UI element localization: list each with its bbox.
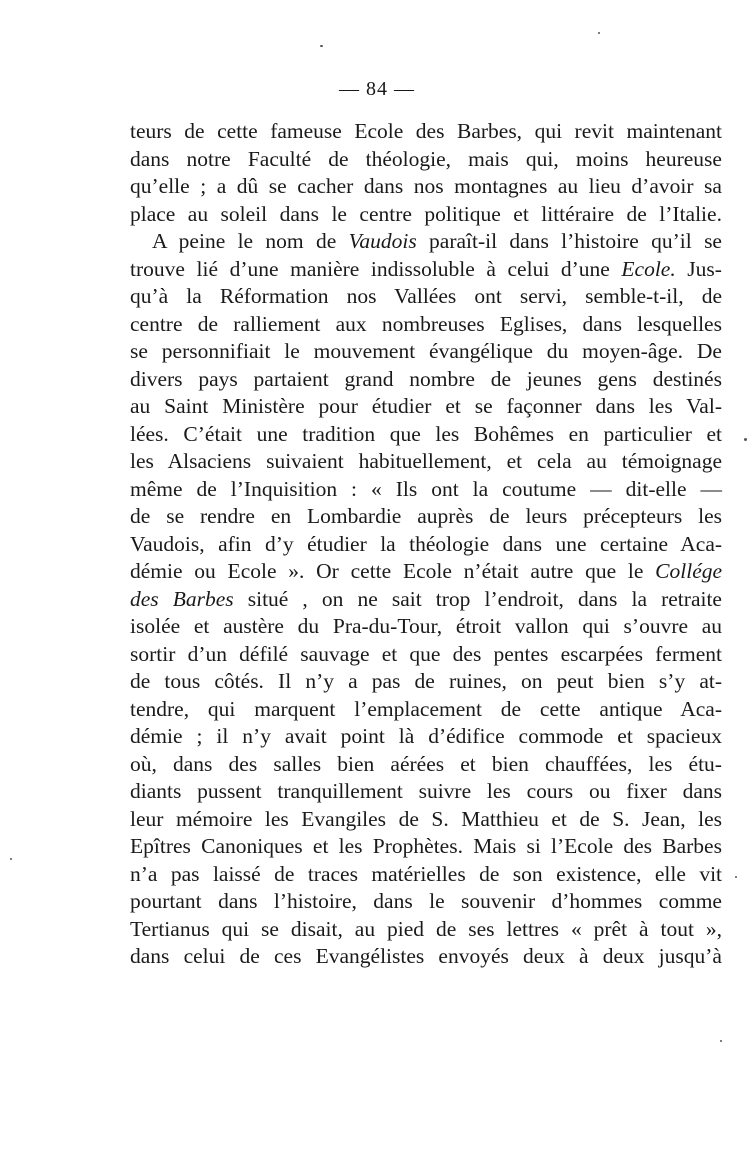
text-segment: de tous côtés. Il n’y a pas de ruines, on peut bien s’y at-: [130, 669, 722, 693]
text-line: [130, 118, 722, 146]
text-segment: où, dans des salles bien aérées et bien chauffées, les étu-: [130, 751, 722, 776]
text-segment: qu’à la Réformation nos Vallées ont servi, semble-t-il, de: [130, 284, 722, 308]
text-segment: dans notre Faculté de théologie, mais qui, moins heureuse: [130, 146, 722, 171]
text-line: [130, 201, 722, 229]
text-segment: centre de ralliement aux nombreuses Eglises, dans lesquelles: [130, 311, 722, 336]
text-line: [130, 393, 722, 421]
text-segment: situé , on ne sait trop l’endroit, dans la retraite: [233, 586, 722, 611]
text-line: [130, 696, 722, 724]
text-line: [130, 311, 722, 339]
text-segment: les Alsaciens suivaient habituellement, et cela au témoignage: [130, 449, 723, 473]
italic-text-segment: Collége: [655, 559, 723, 583]
text-segment: diants pussent tranquillement suivre les cours ou fixer dans: [130, 779, 723, 803]
text-line: [130, 723, 722, 751]
text-segment: dans celui de ces Evangélistes envoyés deux à deux jusqu’à: [130, 944, 722, 968]
text-segment: n’a pas laissé de traces matérielles de son existence, elle vit: [130, 861, 723, 886]
text-segment: au Saint Ministère pour étudier et se façonner dans les Val-: [130, 394, 722, 418]
text-line: [130, 283, 722, 311]
text-line: [130, 476, 722, 504]
text-segment: sortir d’un défilé sauvage et que des pentes escarpées ferment: [130, 641, 722, 666]
text-segment: pourtant dans l’histoire, dans le souvenir d’hommes comme: [130, 889, 722, 913]
text-line: [130, 448, 722, 476]
scan-speck: [735, 876, 737, 878]
scan-speck: [720, 1040, 722, 1042]
text-segment: isolée et austère du Pra-du-Tour, étroit vallon qui s’ouvre au: [130, 614, 723, 638]
text-line: [130, 641, 722, 669]
text-segment: démie ; il n’y avait point là d’édifice commode et spacieux: [130, 724, 722, 748]
text-line: [130, 366, 722, 394]
text-line: [130, 173, 722, 201]
text-segment: place au soleil dans le centre politique et littéraire de l’Italie.: [130, 201, 722, 226]
text-segment: tendre, qui marquent l’emplacement de cette antique Aca-: [130, 696, 723, 721]
page-number: — 84 —: [339, 78, 415, 100]
italic-text-segment: Ecole.: [621, 256, 676, 281]
text-segment: de se rendre en Lombardie auprès de leurs précepteurs les: [130, 504, 723, 528]
text-line: [130, 888, 722, 916]
text-segment: teurs de cette fameuse Ecole des Barbes, qui revit maintenant: [130, 119, 722, 143]
text-line: [130, 256, 722, 284]
text-line: [130, 586, 722, 614]
italic-text-segment: des Barbes: [130, 586, 234, 611]
italic-text-segment: Vaudois: [348, 229, 417, 253]
body-text: [130, 118, 722, 971]
text-line: [130, 833, 722, 861]
text-segment: même de l’Inquisition : « Ils ont la coutume — dit-elle —: [130, 476, 722, 501]
text-segment: Jus-: [675, 256, 722, 281]
text-line: [130, 778, 722, 806]
text-segment: Vaudois, afin d’y étudier la théologie dans une certaine Aca-: [130, 531, 723, 556]
text-segment: divers pays partaient grand nombre de jeunes gens destinés: [130, 366, 722, 391]
text-segment: se personnifiait le mouvement évangélique du moyen-âge. De: [130, 339, 722, 363]
scan-speck: [598, 32, 600, 34]
text-segment: paraît-il dans l’histoire qu’il se: [416, 229, 722, 253]
scan-speck: [320, 45, 323, 47]
text-line: [130, 943, 722, 971]
text-line: [130, 503, 722, 531]
text-line: [130, 228, 722, 256]
text-segment: Epîtres Canoniques et les Prophètes. Mais si l’Ecole des Barbes: [130, 834, 722, 858]
text-line: [130, 421, 722, 449]
text-line: [130, 806, 722, 834]
text-segment: trouve lié d’une manière indissoluble à celui d’une: [130, 256, 622, 281]
text-line: [130, 613, 722, 641]
text-line: [130, 668, 722, 696]
text-segment: démie ou Ecole ». Or cette Ecole n’était autre que le: [130, 559, 656, 583]
text-segment: lées. C’était une tradition que les Bohêmes en particulier et: [130, 421, 723, 446]
text-line: [130, 916, 722, 944]
text-segment: qu’elle ; a dû se cacher dans nos montagnes au lieu d’avoir sa: [130, 174, 722, 198]
text-segment: A peine le nom de: [152, 229, 349, 253]
scan-speck: [744, 438, 747, 441]
text-line: [130, 146, 722, 174]
text-segment: Tertianus qui se disait, au pied de ses lettres « prêt à tout »,: [130, 916, 723, 941]
scan-speck: [10, 858, 12, 860]
text-line: [130, 861, 722, 889]
text-line: [130, 558, 722, 586]
text-line: [130, 751, 722, 779]
text-segment: leur mémoire les Evangiles de S. Matthieu et de S. Jean, les: [130, 806, 723, 831]
text-line: [130, 338, 722, 366]
text-line: [130, 531, 722, 559]
